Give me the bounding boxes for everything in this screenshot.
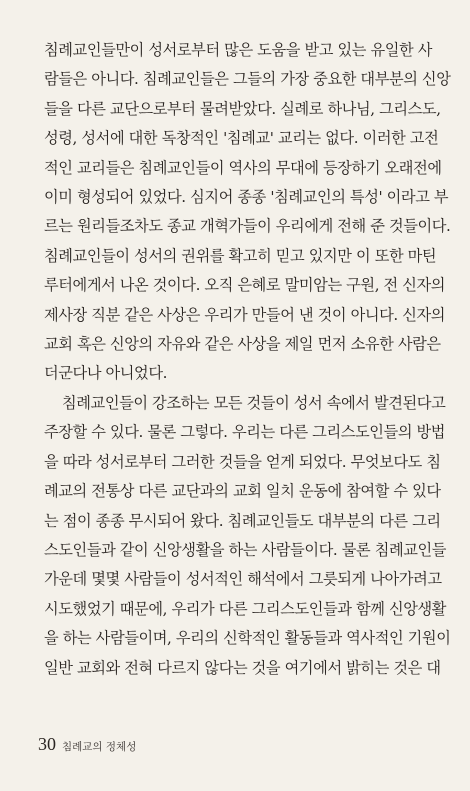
text-line: 시도했었기 때문에, 우리가 다른 그리스도인들과 함께 신앙생활 (44, 599, 447, 618)
text-line: 람들은 아니다. 침례교인들은 그들의 가장 중요한 대부분의 신앙 (44, 70, 451, 89)
paragraph-2 (44, 389, 451, 683)
text-line: 례교의 전통상 다른 교단과의 교회 일치 운동에 참여할 수 있다 (44, 482, 441, 501)
text-line: 스도인들과 같이 신앙생활을 하는 사람들이다. 물론 침례교인들 (44, 540, 447, 559)
text-line: 을 따라 성서로부터 그러한 것들을 얻게 되었다. 무엇보다도 침 (44, 452, 441, 471)
text-line: 을 하는 사람들이며, 우리의 신학적인 활동들과 역사적인 기원이 (44, 629, 451, 648)
text-line: 가운데 몇몇 사람들이 성서적인 해석에서 그릇되게 나아가려고 (44, 570, 442, 589)
text-line: 일반 교회와 전혀 다르지 않다는 것을 여기에서 밝히는 것은 대 (44, 658, 441, 677)
text-line: 교회 혹은 신앙의 자유와 같은 사상을 제일 먼저 소유한 사람은 (44, 334, 441, 353)
text-line: 주장할 수 있다. 물론 그렇다. 우리는 다른 그리스도인들의 방법 (44, 423, 446, 442)
text-line: 르는 원리들조차도 종교 개혁가들이 우리에게 전해 준 것들이다. (44, 217, 451, 236)
text-line: 침례교인들만이 성서로부터 많은 도움을 받고 있는 유일한 사 (44, 41, 432, 59)
running-title: 침례교의 정체성 (62, 741, 137, 753)
page-number: 30 (38, 734, 56, 754)
page-footer (38, 734, 136, 758)
text-line: 루터에게서 나온 것이다. 오직 은혜로 말미암는 구원, 전 신자의 (44, 276, 446, 295)
text-line: 적인 교리들은 침례교인들이 역사의 무대에 등장하기 오래전에 (44, 158, 442, 177)
text-line: 침례교인들이 강조하는 모든 것들이 성서 속에서 발견된다고 (62, 394, 446, 412)
text-line: 들을 다른 교단으로부터 물려받았다. 실례로 하나님, 그리스도, (44, 99, 441, 118)
text-line: 제사장 직분 같은 사상은 우리가 만들어 낸 것이 아니다. 신자의 (44, 305, 446, 324)
text-line: 침례교인들이 성서의 권위를 확고히 믿고 있지만 이 또한 마틴 (44, 246, 437, 265)
text-line: 더군다나 아니었다. (44, 364, 168, 383)
paragraph-1 (44, 36, 451, 389)
text-line: 성령, 성서에 대한 독창적인 '침례교' 교리는 없다. 이러한 고전 (44, 129, 439, 148)
text-line: 는 점이 종종 무시되어 왔다. 침례교인들도 대부분의 다른 그리 (44, 511, 441, 530)
text-line: 이미 형성되어 있었다. 심지어 종종 '침례교인의 특성' 이라고 부 (44, 187, 449, 206)
